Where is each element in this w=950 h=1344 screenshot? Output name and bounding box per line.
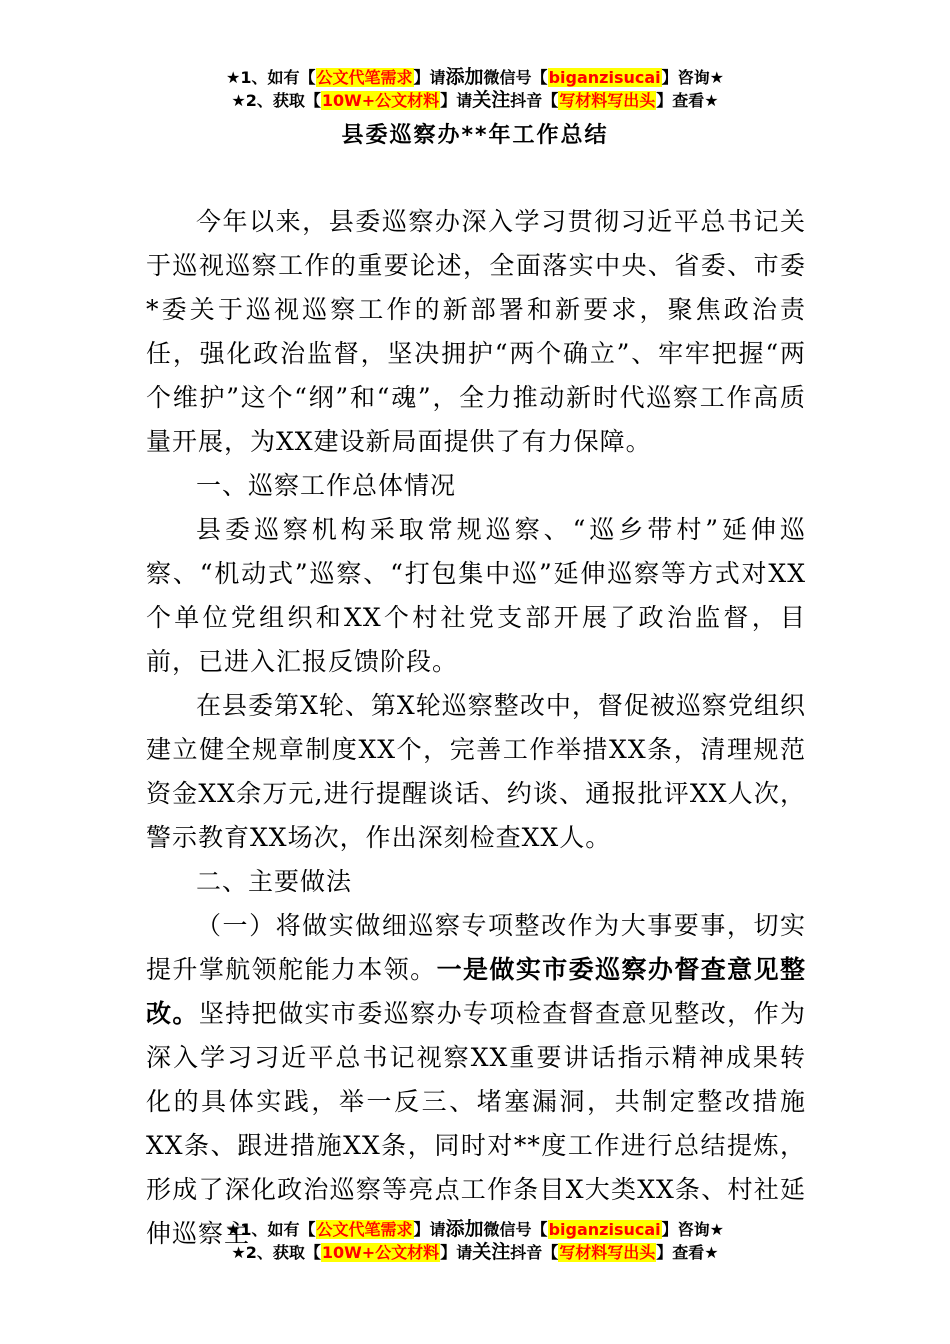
promo-text: 添加 [445,1218,484,1240]
top-promo-banner [0,66,950,112]
paragraph-overview: 县委巡察机构采取常规巡察、“巡乡带村”延伸巡察、“机动式”巡察、“打包集中巡”延伸巡察等方式对XX个单位党组织和XX个村社党支部开展了政治监督，目前，已进入汇报反馈阶段。 [146,515,806,676]
promo-text: 】查看★ [656,1243,719,1262]
document-title: 县委巡察办**年工作总结 [341,123,609,148]
promo-text: 微信号【 [483,1220,548,1239]
promo-line-2 [0,1241,950,1264]
promo-text: ★2、获取【 [231,1243,321,1262]
promo-text: 】请 [413,1220,446,1239]
paragraph-text: 坚持把做实市委巡察办专项检查督查意见整改，作为深入学习习近平总书记视察XX重要讲话指示精神成果转化的具体实践，举一反三、堵塞漏洞，共制定整改措施XX条、跟进措施XX条，同时对**度工作进行总结提炼，形成了深化政治巡察等亮点工作条目X大类XX条、村社延伸巡察主 [146,999,806,1248]
promo-line-2 [0,89,950,112]
promo-highlight: 公文代笔需求 [316,68,413,87]
promo-text: 】咨询★ [661,1220,724,1239]
promo-text: 】请 [413,68,446,87]
promo-wechat-id: biganzisucai [548,68,661,87]
promo-highlight: 写材料写出头 [559,1243,656,1262]
promo-text: 】请 [440,91,473,110]
promo-highlight: 公文代笔需求 [316,1220,413,1239]
promo-text: 抖音【 [510,1243,559,1262]
promo-text: ★2、获取【 [231,91,321,110]
document-body [146,200,806,1256]
paragraph-intro: 今年以来，县委巡察办深入学习贯彻习近平总书记关于巡视巡察工作的重要论述，全面落实中央、省委、市委*委关于巡视巡察工作的新部署和新要求，聚焦政治责任，强化政治监督，坚决拥护“两个确立”、牢牢把握“两个维护”这个“纲”和“魂”，全力推动新时代巡察工作高质量开展，为XX建设新局面提供了有力保障。 [146,207,806,456]
section-heading-1: 一、巡察工作总体情况 [196,471,457,500]
promo-text: 】咨询★ [661,68,724,87]
promo-text: 抖音【 [510,91,559,110]
promo-line-1 [0,1218,950,1241]
promo-text: 关注 [472,1241,511,1263]
paragraph-practice-1 [146,904,806,1256]
promo-highlight: 10W+公文材料 [321,1243,440,1262]
promo-highlight: 10W+公文材料 [321,91,440,110]
paragraph-rectification: 在县委第X轮、第X轮巡察整改中，督促被巡察党组织建立健全规章制度XX个，完善工作举措XX条，清理规范资金XX余万元,进行提醒谈话、约谈、通报批评XX人次，警示教育XX场次，作出深刻检查XX人。 [146,691,806,852]
promo-text: 】查看★ [656,91,719,110]
promo-text: ★1、如有【 [226,1220,316,1239]
promo-wechat-id: biganzisucai [548,1220,661,1239]
bottom-promo-banner [0,1218,950,1264]
promo-text: 添加 [445,66,484,88]
promo-text: 】请 [440,1243,473,1262]
section-heading-2: 二、主要做法 [196,867,353,896]
promo-line-1 [0,66,950,89]
promo-text: 微信号【 [483,68,548,87]
promo-text: 关注 [472,89,511,111]
promo-text: ★1、如有【 [226,68,316,87]
subsection-heading: （一）将做实做细巡察专项整改作为大事要事，切实提升掌航领舵能力本领。 [146,911,806,984]
promo-highlight: 写材料写出头 [559,91,656,110]
bold-lead-sentence: 一是做实市委巡察办督查意见整改。 [146,955,806,1028]
